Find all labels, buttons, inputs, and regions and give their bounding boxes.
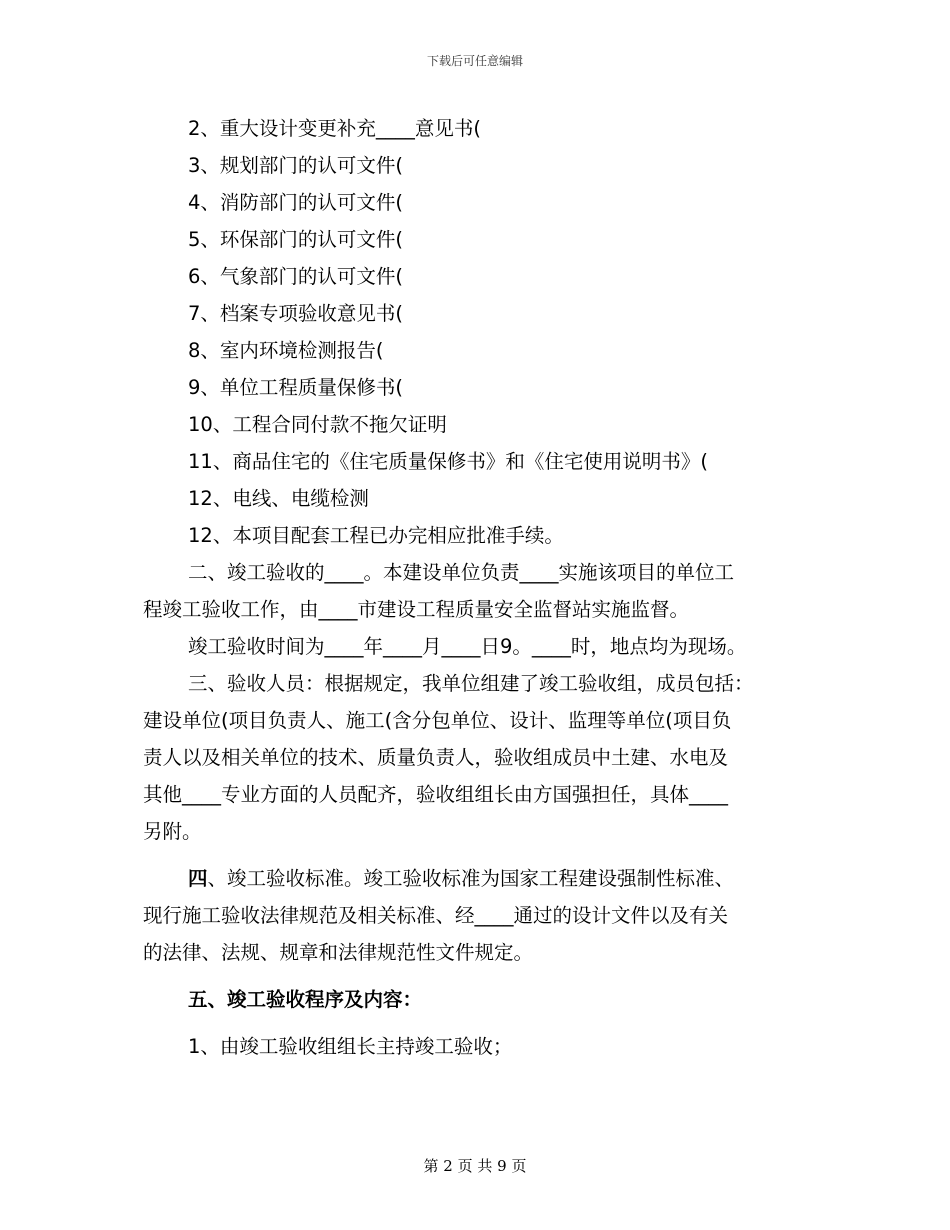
list-item: 8、室内环境检测报告( <box>188 339 384 362</box>
acceptance-time-line: 竣工验收时间为____年____月____日9。____时，地点均为现场。 <box>188 635 747 658</box>
section-4-line <box>143 860 808 897</box>
page-header: 下载后可任意编辑 <box>426 54 523 68</box>
list-item: 4、消防部门的认可文件( <box>188 191 404 214</box>
section-4-label: 四 <box>188 867 208 890</box>
list-item: 11、商品住宅的《住宅质量保修书》和《住宅使用说明书》( <box>188 450 708 473</box>
list-item: 5、环保部门的认可文件( <box>188 228 404 251</box>
section-5-heading: 五、竣工验收程序及内容： <box>188 988 423 1011</box>
list-item: 3、规划部门的认可文件( <box>188 154 404 177</box>
list-item: 6、气象部门的认可文件( <box>188 265 404 288</box>
list-item: 7、档案专项验收意见书( <box>188 302 404 325</box>
section-3-line: 另附。 <box>143 820 202 843</box>
section-3-line: 建设单位(项目负责人、施工(含分包单位、设计、监理等单位(项目负 <box>143 709 732 732</box>
page-number: 第 2 页 共 9 页 <box>423 1157 527 1175</box>
list-item: 12、本项目配套工程已办完相应批准手续。 <box>188 524 564 547</box>
list-item: 2、重大设计变更补充____意见书( <box>188 117 482 140</box>
list-item: 9、单位工程质量保修书( <box>188 376 404 399</box>
list-item: 10、工程合同付款不拖欠证明 <box>188 413 447 436</box>
list-item: 1、由竣工验收组组长主持竣工验收； <box>188 1035 513 1058</box>
list-item: 12、电线、电缆检测 <box>188 487 369 510</box>
section-3-line: 其他____专业方面的人员配齐，验收组组长由方国强担任，具体____ <box>143 783 729 806</box>
section-3-line: 责人以及相关单位的技术、质量负责人，验收组成员中土建、水电及 <box>143 746 729 769</box>
document-body <box>143 110 808 1065</box>
section-4-text: 、竣工验收标准。竣工验收标准为国家工程建设强制性标准、 <box>207 867 735 890</box>
section-4-line: 现行施工验收法律规范及相关标准、经____通过的设计文件以及有关 <box>143 904 729 927</box>
section-2-line: 二、竣工验收的____。本建设单位负责____实施该项目的单位工 <box>188 561 735 584</box>
section-4-line: 的法律、法规、规章和法律规范性文件规定。 <box>143 941 534 964</box>
section-3-line: 三、验收人员：根据规定，我单位组建了竣工验收组，成员包括： <box>188 672 754 695</box>
section-2-line: 程竣工验收工作，由____市建设工程质量安全监督站实施监督。 <box>143 598 690 621</box>
